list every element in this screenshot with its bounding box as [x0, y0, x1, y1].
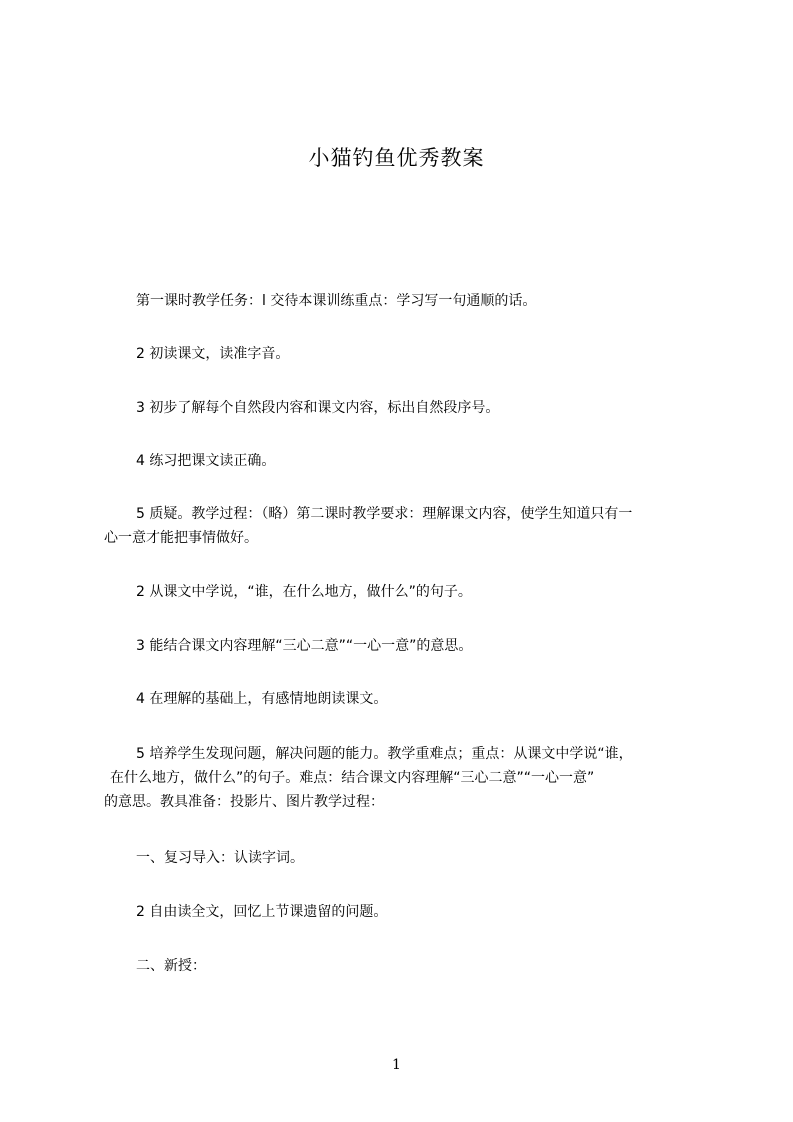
paragraph-read-emotionally [104, 687, 736, 711]
paragraph-new-lesson [104, 954, 736, 978]
page-number: 1 [392, 1057, 401, 1073]
paragraph-lesson1-task [104, 289, 736, 313]
paragraph-line: 二、新授： [136, 958, 206, 974]
paragraph-line: 4 在理解的基础上，有感情地朗读课文。 [136, 691, 388, 707]
paragraph-line: 第一课时教学任务：l 交待本课训练重点：学习写一句通顺的话。 [136, 293, 537, 309]
paragraph-line: 一、复习导入：认读字词。 [136, 850, 304, 866]
paragraph-line: 3 能结合课文内容理解“三心二意”“一心一意”的意思。 [136, 638, 473, 654]
paragraph-understand-paragraphs [104, 396, 736, 420]
paragraph-understand-idioms [104, 634, 736, 658]
paragraph-key-points [104, 742, 704, 814]
paragraph-line: 5 质疑。教学过程：（略）第二课时教学要求：理解课文内容，使学生知道只有一 [136, 506, 633, 522]
paragraph-line: 4 练习把课文读正确。 [136, 453, 276, 469]
paragraph-line: 在什么地方，做什么”的句子。难点：结合课文内容理解“三心二意”“一心一意” [110, 770, 595, 786]
paragraph-review [104, 846, 736, 870]
paragraph-line: 心一意才能把事情做好。 [104, 530, 258, 546]
paragraph-line: 2 初读课文，读准字音。 [136, 346, 290, 362]
paragraph-line: 的意思。教具准备：投影片、图片教学过程： [104, 794, 384, 810]
paragraph-line: 2 从课文中学说，“谁，在什么地方，做什么”的句子。 [136, 584, 472, 600]
paragraph-learn-sentences [104, 580, 736, 604]
paragraph-line: 2 自由读全文，回忆上节课遗留的问题。 [136, 904, 388, 920]
paragraph-read-text [104, 342, 736, 366]
paragraph-question-process [104, 502, 704, 550]
document-title: 小猫钓鱼优秀教案 [308, 146, 485, 170]
paragraph-free-reading [104, 900, 736, 924]
paragraph-line: 3 初步了解每个自然段内容和课文内容，标出自然段序号。 [136, 400, 500, 416]
paragraph-line: 5 培养学生发现问题，解决问题的能力。教学重难点；重点：从课文中学说“谁， [136, 746, 633, 762]
paragraph-practice-reading [104, 449, 736, 473]
